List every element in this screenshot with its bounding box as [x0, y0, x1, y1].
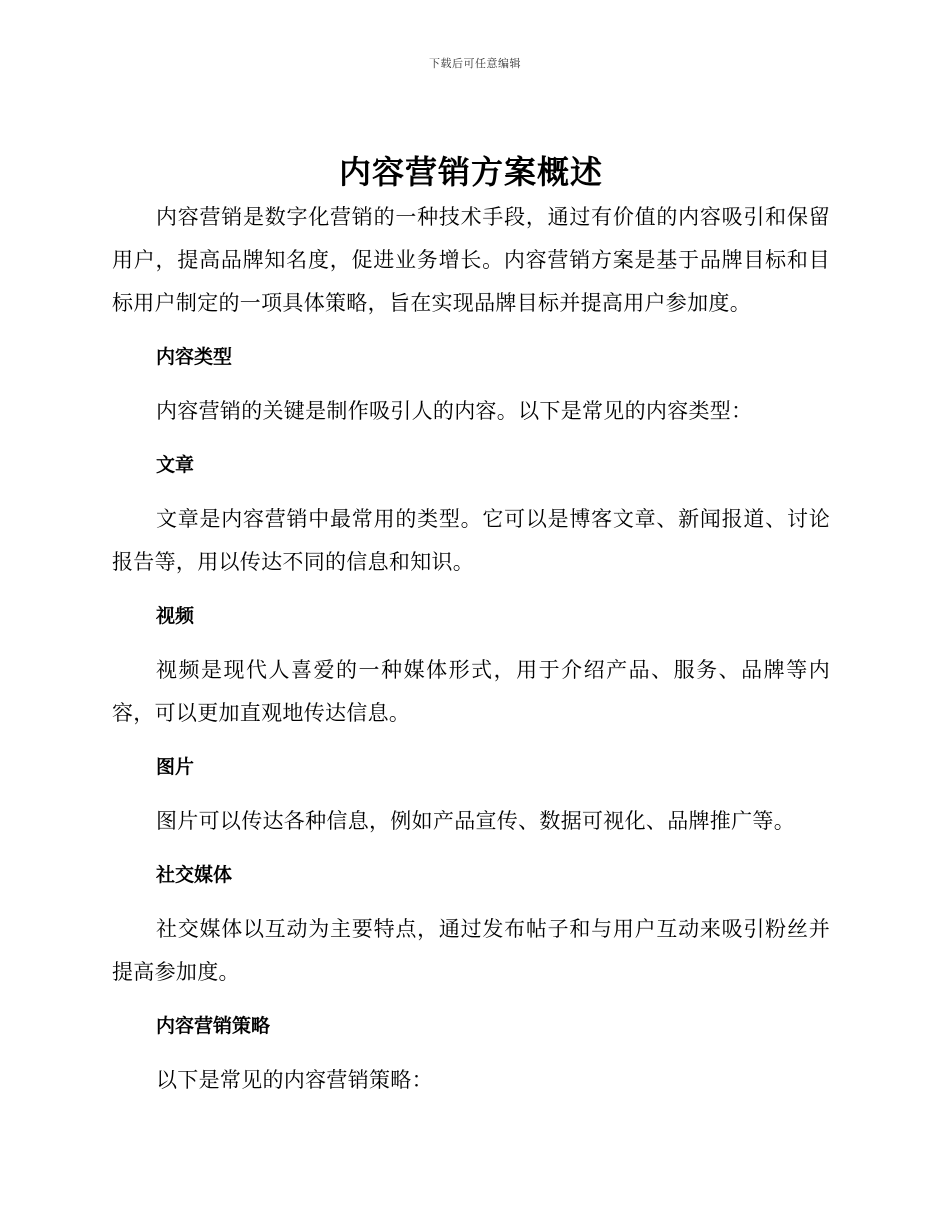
- section-heading-articles: 文章: [156, 454, 195, 476]
- section-text-images: 图片可以传达各种信息，例如产品宣传、数据可视化、品牌推广等。: [156, 809, 795, 833]
- header-note: 下载后可任意编辑: [429, 57, 521, 70]
- document-body: [112, 150, 830, 1102]
- section-text-social-media: 社交媒体以互动为主要特点，通过发布帖子和与用户互动来吸引粉丝并提高参加度。: [112, 917, 830, 984]
- section-text-articles: 文章是内容营销中最常用的类型。它可以是博客文章、新闻报道、讨论报告等，用以传达不同的信息和知识。: [112, 507, 830, 574]
- section-text-videos: 视频是现代人喜爱的一种媒体形式，用于介绍产品、服务、品牌等内容，可以更加直观地传达信息。: [112, 658, 830, 725]
- section-heading-content-types: 内容类型: [156, 346, 233, 368]
- section-text-content-types: 内容营销的关键是制作吸引人的内容。以下是常见的内容类型：: [156, 399, 753, 423]
- section-heading-social-media: 社交媒体: [156, 864, 233, 886]
- section-heading-strategy: 内容营销策略: [156, 1015, 271, 1037]
- intro-paragraph: 内容营销是数字化营销的一种技术手段，通过有价值的内容吸引和保留用户，提高品牌知名度，促进业务增长。内容营销方案是基于品牌目标和目标用户制定的一项具体策略，旨在实现品牌目标并提高用户参加度。: [112, 205, 830, 315]
- section-heading-images: 图片: [156, 756, 195, 778]
- section-heading-videos: 视频: [156, 605, 195, 627]
- document-title: 内容营销方案概述: [338, 153, 603, 191]
- section-text-strategy: 以下是常见的内容营销策略：: [156, 1068, 433, 1092]
